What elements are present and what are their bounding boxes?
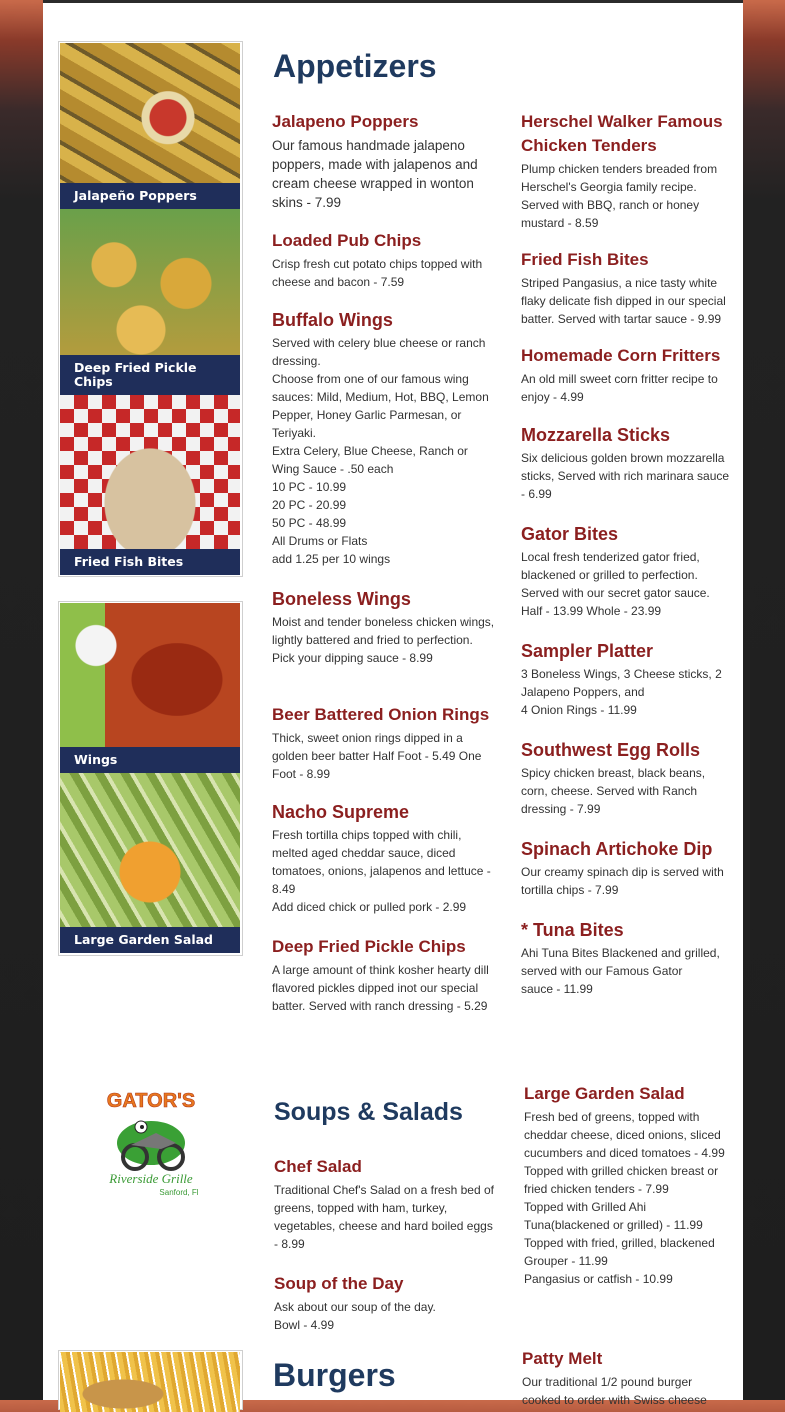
- menu-item: [274, 1155, 499, 1253]
- logo-city: Sanford, Fl: [159, 1188, 199, 1197]
- item-title: Fried Fish Bites: [521, 250, 649, 269]
- photo-garden-salad: Large Garden Salad: [60, 773, 240, 953]
- item-desc: Local fresh tenderized gator fried, blackened or grilled to perfection. Served with our secret gator sauce. Half - 13.99 Whole - 23.99: [521, 550, 710, 618]
- burgers-heading: Burgers: [273, 1357, 396, 1393]
- item-desc: An old mill sweet corn fritter recipe to enjoy - 4.99: [521, 372, 718, 404]
- item-title: Southwest Egg Rolls: [521, 740, 701, 760]
- item-title: Deep Fried Pickle Chips: [272, 937, 466, 956]
- photo-pickle-chips: Deep Fried Pickle Chips: [60, 209, 240, 395]
- menu-item: [524, 1082, 732, 1288]
- item-title: Chef Salad: [274, 1157, 362, 1176]
- photo-wings: Wings: [60, 603, 240, 773]
- item-desc: A large amount of think kosher hearty dill flavored pickles dipped inot our special batter. Served with ranch dressing - 5.29: [272, 963, 489, 1013]
- menu-item: [272, 800, 497, 916]
- menu-item: [521, 918, 731, 998]
- item-desc: Spicy chicken breast, black beans, corn, cheese. Served with Ranch dressing - 7.99: [521, 766, 706, 816]
- item-title: Herschel Walker Famous Chicken Tenders: [521, 112, 723, 155]
- item-title: Jalapeno Poppers: [272, 112, 419, 131]
- menu-item: [521, 738, 731, 818]
- item-title: Buffalo Wings: [272, 310, 393, 330]
- menu-item: [272, 935, 497, 1015]
- item-title: Spinach Artichoke Dip: [521, 839, 713, 859]
- item-desc: Our creamy spinach dip is served with tortilla chips - 7.99: [521, 865, 724, 897]
- item-desc: Ahi Tuna Bites Blackened and grilled, served with our Famous Gator sauce - 11.99: [521, 946, 720, 996]
- item-desc: Moist and tender boneless chicken wings, lightly battered and fried to perfection. Pick your dipping sauce - 8.99: [272, 615, 495, 665]
- photo-fried-fish-bites: Fried Fish Bites: [60, 395, 240, 575]
- appetizer-photo-strip: [58, 41, 243, 577]
- menu-item: [521, 248, 731, 328]
- item-title: Beer Battered Onion Rings: [272, 705, 490, 724]
- appetizers-heading: Appetizers: [273, 48, 437, 84]
- item-desc: Striped Pangasius, a nice tasty white flaky delicate fish dipped in our special batter. Served with tartar sauce - 9.99: [521, 276, 726, 326]
- item-desc: Our famous handmade jalapeno poppers, made with jalapenos and cream cheese wrapped in wonton skins - 7.99: [272, 138, 478, 210]
- menu-item: [272, 229, 497, 291]
- menu-item: [521, 837, 731, 899]
- item-desc: Six delicious golden brown mozzarella sticks, Served with rich marinara sauce - 6.99: [521, 451, 730, 501]
- menu-item: [272, 587, 497, 667]
- menu-item: [521, 522, 731, 620]
- item-desc: Thick, sweet onion rings dipped in a golden beer batter Half Foot - 5.49 One Foot - 8.99: [272, 731, 482, 781]
- menu-item: [272, 703, 497, 783]
- item-desc: Served with celery blue cheese or ranch dressing. Choose from one of our famous wing sauces: Mild, Medium, Hot, BBQ, Lemon Pepper, Honey Garlic Parmesan, or Teriyaki. Extra Celery, Blue Cheese, Ranch or Wing Sauce - .50 each 10 PC - 10.99 20 PC - 20.99 50 PC - 48.99 All Drums or Flats add 1.25 per 10 wings: [272, 336, 489, 566]
- menu-item: [521, 344, 731, 406]
- item-desc: 3 Boneless Wings, 3 Cheese sticks, 2 Jalapeno Poppers, and 4 Onion Rings - 11.99: [521, 667, 722, 717]
- item-title: Homemade Corn Fritters: [521, 346, 721, 365]
- item-title: Large Garden Salad: [524, 1084, 685, 1103]
- gators-logo: [101, 1085, 201, 1200]
- burger-photo: [58, 1350, 243, 1410]
- menu-item: [272, 308, 497, 568]
- item-title: Sampler Platter: [521, 641, 654, 661]
- item-title: Loaded Pub Chips: [272, 231, 422, 250]
- item-title: Nacho Supreme: [272, 802, 410, 822]
- logo-name: GATOR'S: [106, 1090, 196, 1112]
- item-desc: Ask about our soup of the day. Bowl - 4.99: [274, 1300, 436, 1332]
- menu-page: [43, 0, 743, 1407]
- item-desc: Crisp fresh cut potato chips topped with cheese and bacon - 7.59: [272, 257, 483, 289]
- menu-item: [274, 1272, 499, 1334]
- item-title: * Tuna Bites: [521, 920, 624, 940]
- item-title: Gator Bites: [521, 524, 619, 544]
- item-title: Boneless Wings: [272, 589, 411, 609]
- item-desc: Fresh tortilla chips topped with chili, melted aged cheddar sauce, diced tomatoes, onions, jalapenos and lettuce - 8.49 Add diced chick or pulled pork - 2.99: [272, 828, 491, 914]
- menu-item: [521, 110, 731, 232]
- item-title: Soup of the Day: [274, 1274, 404, 1293]
- menu-item: [521, 423, 731, 503]
- photo-burger: [60, 1352, 240, 1412]
- item-title: Patty Melt: [522, 1349, 603, 1368]
- item-title: Mozzarella Sticks: [521, 425, 671, 445]
- menu-item: [272, 110, 497, 212]
- wings-photo-strip: [58, 601, 243, 956]
- logo-subtitle: Riverside Grille: [109, 1171, 193, 1186]
- item-desc: Plump chicken tenders breaded from Herschel's Georgia family recipe. Served with BBQ, ranch or honey mustard - 8.59: [521, 162, 718, 230]
- menu-item: [521, 639, 731, 719]
- item-desc: Fresh bed of greens, topped with cheddar cheese, diced onions, sliced cucumbers and diced tomatoes - 4.99 Topped with grilled chicken breast or fried chicken tenders - 7.99 Topped with Grilled Ahi Tuna(blackened or grilled) - 11.99 Topped with fried, grilled, blackened Grouper - 11.99 Pangasius or catfish - 10.99: [524, 1110, 725, 1286]
- soups-salads-heading: Soups & Salads: [274, 1098, 463, 1126]
- item-desc: Our traditional 1/2 pound burger cooked to order with Swiss cheese: [522, 1375, 707, 1407]
- item-desc: Traditional Chef's Salad on a fresh bed of greens, topped with ham, turkey, vegetables, cheese and hard boiled eggs - 8.99: [274, 1183, 494, 1251]
- photo-jalapeno-poppers: Jalapeño Poppers: [60, 43, 240, 209]
